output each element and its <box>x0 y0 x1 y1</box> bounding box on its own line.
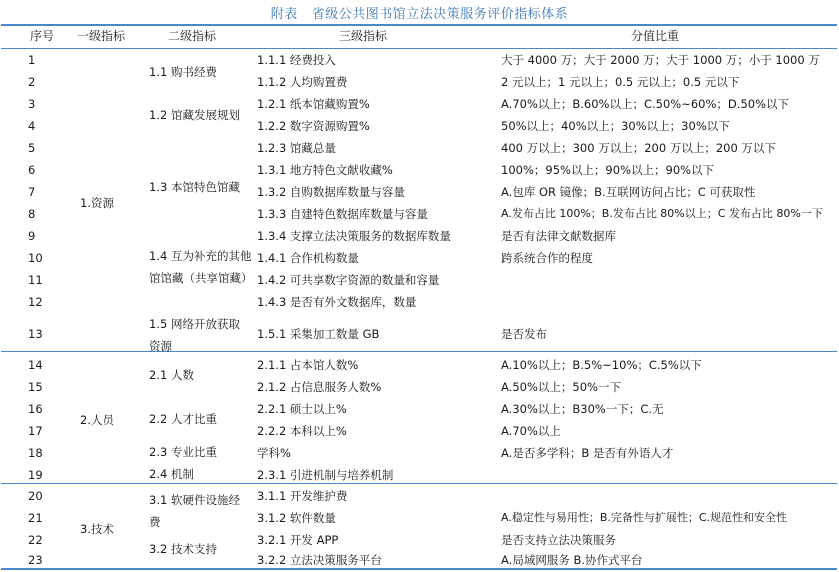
level3-cell: 1.3.4 支撑立法决策服务的数据库数量 <box>257 229 451 243</box>
seq-cell: 19 <box>28 468 43 482</box>
seq-cell: 2 <box>28 75 36 89</box>
seq-cell: 12 <box>28 295 43 309</box>
seq-cell: 15 <box>28 380 43 394</box>
level2-cell: 2.2 人才比重 <box>149 412 217 426</box>
seq-cell: 8 <box>28 207 36 221</box>
level2-cell: 1.3 本馆特色馆藏 <box>149 180 240 194</box>
seq-cell: 5 <box>28 141 36 155</box>
seq-cell: 6 <box>28 163 36 177</box>
score-cell: A.70%以上 <box>501 424 561 438</box>
level3-cell: 1.3.1 地方特色文献收藏% <box>257 163 393 177</box>
level2-cell: 3.2 技术支持 <box>149 542 217 556</box>
level3-cell: 学科% <box>257 446 291 460</box>
bottom-rule <box>1 568 837 570</box>
level3-cell: 2.1.1 占本馆人数% <box>257 358 359 372</box>
level3-cell: 3.2.1 开发 APP <box>257 533 339 547</box>
seq-cell: 3 <box>28 97 36 111</box>
level3-cell: 1.4.1 合作机构数量 <box>257 251 359 265</box>
level3-cell: 2.2.1 硕士以上% <box>257 402 347 416</box>
top-rule <box>1 24 837 26</box>
level1-cell: 1.资源 <box>80 196 114 210</box>
level3-cell: 1.3.3 自建特色数据库数量与容量 <box>257 207 428 221</box>
level3-cell: 1.4.2 可共享数字资源的数量和容量 <box>257 273 440 287</box>
score-cell: A.发布占比 100%；B.发布占比 80%以上；C 发布占比 80%一下 <box>501 207 823 220</box>
score-cell: A.局域网服务 B.协作式平台 <box>501 553 643 567</box>
score-cell: 400 万以上；300 万以上；200 万以上；200 万以下 <box>501 141 776 155</box>
level2-cell: 1.2 馆藏发展规划 <box>149 108 240 122</box>
level1-cell: 2.人员 <box>80 413 114 427</box>
score-cell: 是否支持立法决策服务 <box>501 533 616 547</box>
level2-cell: 3.1 软硬件设施经费 <box>149 493 240 529</box>
level3-cell: 1.4.3 是否有外文数据库，数量 <box>257 295 417 309</box>
score-cell: 50%以上；40%以上；30%以上；30%以下 <box>501 119 730 133</box>
seq-cell: 10 <box>28 251 43 265</box>
level2-cell: 1.5 网络开放获取资源 <box>149 317 240 353</box>
level3-cell: 2.2.2 本科以上% <box>257 424 347 438</box>
score-cell: A.30%以上；B30%一下；C.无 <box>501 402 664 416</box>
score-cell: 大于 4000 万；大于 2000 万；大于 1000 万；小于 1000 万 <box>501 53 820 67</box>
level2-cell: 1.4 互为补充的其他馆馆藏（共享馆藏） <box>149 249 253 285</box>
header-score: 分值比重 <box>631 29 680 43</box>
seq-cell: 23 <box>28 553 43 567</box>
seq-cell: 4 <box>28 119 36 133</box>
score-cell: A.50%以上；50%一下 <box>501 380 621 394</box>
level3-cell: 1.5.1 采集加工数量 GB <box>257 327 380 341</box>
score-cell: A.70%以上；B.60%以上；C.50%~60%；D.50%以下 <box>501 97 789 111</box>
score-cell: 跨系统合作的程度 <box>501 251 593 265</box>
level3-cell: 2.3.1 引进机制与培养机制 <box>257 468 394 482</box>
level3-cell: 2.1.2 占信息服务人数% <box>257 380 382 394</box>
seq-cell: 22 <box>28 533 43 547</box>
seq-cell: 14 <box>28 358 43 372</box>
section-divider-2 <box>1 483 837 484</box>
header-level3: 三级指标 <box>339 29 388 43</box>
score-cell: A.包库 OR 镜像；B.互联网访问占比；C 可获取性 <box>501 185 756 199</box>
level3-cell: 3.1.2 软件数量 <box>257 511 336 525</box>
level3-cell: 1.2.3 馆藏总量 <box>257 141 336 155</box>
level3-cell: 1.2.2 数字资源购置% <box>257 119 370 133</box>
seq-cell: 16 <box>28 402 43 416</box>
level3-cell: 1.1.2 人均购置费 <box>257 75 348 89</box>
score-cell: 是否发布 <box>501 327 547 341</box>
level3-cell: 1.3.2 自购数据库数量与容量 <box>257 185 405 199</box>
seq-cell: 21 <box>28 511 43 525</box>
level2-cell: 2.3 专业比重 <box>149 445 217 459</box>
header-rule <box>1 48 837 49</box>
level1-cell: 3.技术 <box>80 522 114 536</box>
level3-cell: 3.1.1 开发维护费 <box>257 489 348 503</box>
level2-cell: 2.4 机制 <box>149 467 194 481</box>
seq-cell: 20 <box>28 489 43 503</box>
level2-cell: 1.1 购书经费 <box>149 65 217 79</box>
level3-cell: 3.2.2 立法决策服务平台 <box>257 553 382 567</box>
caption-prefix: 附表 <box>270 7 298 22</box>
score-cell: A.是否多学科；B 是否有外语人才 <box>501 446 674 460</box>
seq-cell: 9 <box>28 229 36 243</box>
score-cell: A.10%以上；B.5%~10%；C.5%以下 <box>501 358 702 372</box>
seq-cell: 18 <box>28 446 43 460</box>
seq-cell: 7 <box>28 185 36 199</box>
table-caption <box>0 3 839 22</box>
score-cell: 100%；95%以上；90%以上；90%以下 <box>501 163 715 177</box>
section-divider-1 <box>1 351 837 352</box>
score-cell: 2 元以上；1 元以上；0.5 元以上；0.5 元以下 <box>501 75 740 89</box>
seq-cell: 11 <box>28 273 43 287</box>
level2-cell: 2.1 人数 <box>149 368 194 382</box>
level3-cell: 1.1.1 经费投入 <box>257 53 336 67</box>
header-level2: 二级指标 <box>168 29 217 43</box>
seq-cell: 17 <box>28 424 43 438</box>
level3-cell: 1.2.1 纸本馆藏购置% <box>257 97 370 111</box>
header-level1: 一级指标 <box>77 29 126 43</box>
caption-title: 省级公共图书馆立法决策服务评价指标体系 <box>311 7 569 22</box>
header-seq: 序号 <box>30 29 55 43</box>
seq-cell: 1 <box>28 53 36 67</box>
seq-cell: 13 <box>28 327 43 341</box>
score-cell: A.稳定性与易用性；B.完备性与扩展性；C.规范性和安全性 <box>501 511 788 524</box>
score-cell: 是否有法律文献数据库 <box>501 229 616 243</box>
